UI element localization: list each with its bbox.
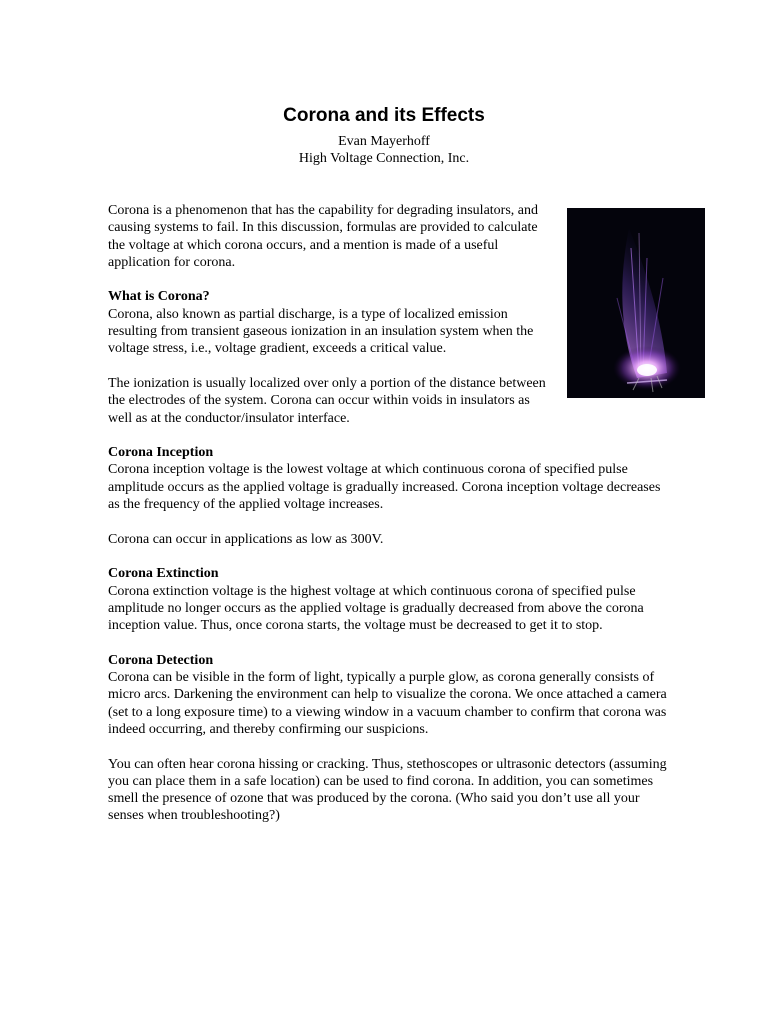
ionization-paragraph: The ionization is usually localized over only a portion of the distance between the electrodes of the system. Corona can occur within voids in insulators as well as at the conductor/insulator interface. (108, 375, 546, 426)
corona-detection-text: Corona can be visible in the form of light, typically a purple glow, as corona generally consists of micro arcs. Darkening the environment can help to visualize the corona. We once attached a camera (set to a long exposure time) to a viewing window in a vacuum chamber to confirm that corona was indeed occurring, and thereby confirming our suspicions. (108, 670, 667, 737)
corona-inception-section (108, 444, 668, 513)
intro-paragraph: Corona is a phenomenon that has the capability for degrading insulators, and causing systems to fail. In this discussion, formulas are provided to calculate the voltage at which corona occurs, and a mention is made of a useful application for corona. (108, 203, 539, 270)
document-title: Corona and its Effects (283, 105, 485, 126)
section-heading-corona-extinction: Corona Extinction (108, 566, 219, 582)
corona-hearing-paragraph: You can often hear corona hissing or cracking. Thus, stethoscopes or ultrasonic detectors (assuming you can place them in a safe location) can be used to find corona. In addition, you can sometimes smell the presence of ozone that was produced by the corona. (Who said you don’t use all your senses when troubleshooting?) (108, 756, 667, 824)
corona-extinction-text: Corona extinction voltage is the highest voltage at which continuous corona of specified pulse amplitude no longer occurs as the applied voltage is gradually decreased from above the corona inception value. Thus, once corona starts, the voltage must be decreased to get it to stop. (108, 583, 644, 634)
document-body (108, 202, 668, 842)
corona-low-voltage-paragraph: Corona can occur in applications as low as 300V. (108, 531, 384, 547)
section-heading-what-is-corona: What is Corona? (108, 289, 210, 305)
author-name: Evan Mayerhoff (338, 134, 430, 149)
what-is-corona-section (108, 288, 556, 357)
corona-inception-text: Corona inception voltage is the lowest voltage at which continuous corona of specified pulse amplitude occurs as the applied voltage is gradually increased. Corona inception voltage decreases as the frequency of the applied voltage increases. (108, 462, 661, 513)
corona-detection-section (108, 652, 668, 738)
section-heading-corona-detection: Corona Detection (108, 652, 214, 668)
corona-extinction-section (108, 565, 668, 634)
section-heading-corona-inception: Corona Inception (108, 445, 214, 461)
what-is-corona-text: Corona, also known as partial discharge, is a type of localized emission resulting from transient gaseous ionization in an insulation system when the voltage stress, i.e., voltage gradient, exceeds a critical value. (108, 306, 534, 357)
author-organization: High Voltage Connection, Inc. (298, 151, 470, 166)
